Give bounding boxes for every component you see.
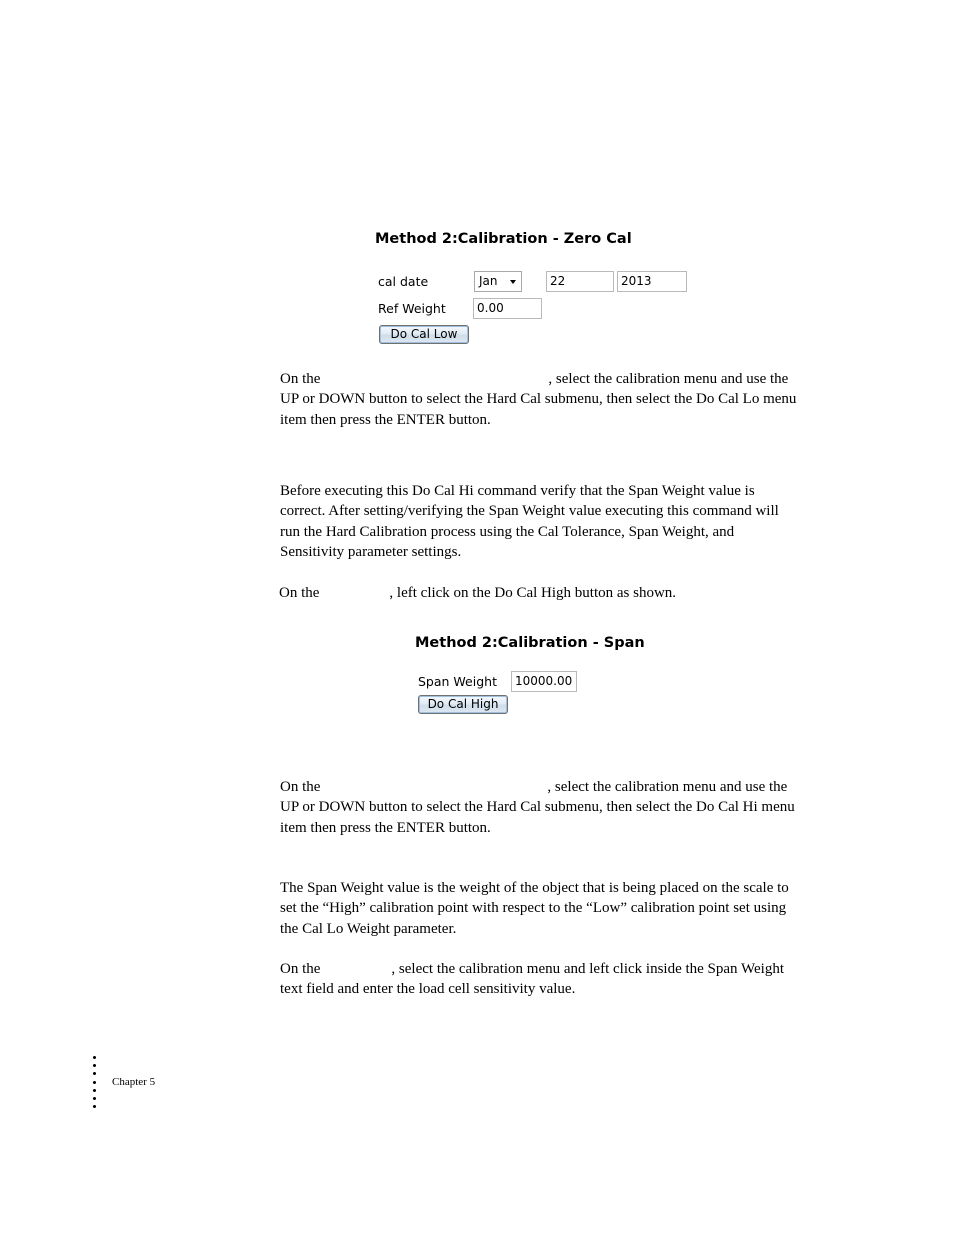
para1-line1: , select the calibration menu and use the xyxy=(548,371,789,387)
ref-weight-input[interactable]: 0.00 xyxy=(473,298,542,319)
para3-rest: , left click on the Do Cal High button as shown. xyxy=(389,585,677,601)
ref-weight-label: Ref Weight xyxy=(378,301,446,316)
para2-line3: run the Hard Calibration process using the Cal Tolerance, Span Weight, and xyxy=(280,523,735,540)
paragraph-left-click-do-cal-high xyxy=(279,583,819,603)
para6-lead: On the xyxy=(280,961,321,977)
cal-day-input[interactable]: 22 xyxy=(546,271,614,292)
para2-line2: correct. After setting/verifying the Span Weight value executing this command will xyxy=(280,503,779,520)
para4-line1: , select the calibration menu and use the xyxy=(547,779,788,795)
span-panel-title: Method 2:Calibration - Span xyxy=(415,635,645,651)
para2-line1: Before executing this Do Cal Hi command verify that the Span Weight value is xyxy=(280,483,755,499)
span-weight-input[interactable]: 10000.00 xyxy=(511,671,577,692)
cal-date-label: cal date xyxy=(378,274,429,289)
bullet-dot-icon xyxy=(93,1089,96,1092)
bullet-dot-icon xyxy=(93,1064,96,1067)
para5-line3: the Cal Lo Weight parameter. xyxy=(280,920,457,937)
para1-line3: item then press the ENTER button. xyxy=(280,411,491,428)
cal-month-select[interactable] xyxy=(474,271,522,292)
bullet-dot-icon xyxy=(93,1056,96,1059)
para2-line4: Sensitivity parameter settings. xyxy=(280,543,462,560)
para6-line2: text field and enter the load cell sensitivity value. xyxy=(280,981,576,998)
para5-line1: The Span Weight value is the weight of the object that is being placed on the scale to xyxy=(280,880,789,896)
zero-cal-title: Method 2:Calibration - Zero Cal xyxy=(375,231,632,247)
para1-line2: UP or DOWN button to select the Hard Cal submenu, then select the Do Cal Lo menu xyxy=(280,391,797,408)
para3-lead: On the xyxy=(279,585,320,601)
cal-year-input[interactable]: 2013 xyxy=(617,271,687,292)
cal-month-value: Jan xyxy=(479,274,498,288)
para4-line2: UP or DOWN button to select the Hard Cal submenu, then select the Do Cal Hi menu xyxy=(280,799,795,816)
do-cal-low-button[interactable]: Do Cal Low xyxy=(379,325,469,344)
para6-line1: , select the calibration menu and left click inside the Span Weight xyxy=(391,961,784,977)
span-weight-label: Span Weight xyxy=(418,674,497,689)
paragraph-do-cal-hi-warning xyxy=(280,481,820,562)
footer-dot-column xyxy=(93,1056,97,1110)
para4-lead: On the xyxy=(280,779,321,795)
bullet-dot-icon xyxy=(93,1081,96,1084)
paragraph-do-cal-lo xyxy=(280,369,820,430)
bullet-dot-icon xyxy=(93,1097,96,1100)
para5-line2: set the “High” calibration point with respect to the “Low” calibration point set using xyxy=(280,900,787,917)
para1-lead: On the xyxy=(280,371,321,387)
para4-line3: item then press the ENTER button. xyxy=(280,819,491,836)
paragraph-span-weight-entry xyxy=(280,959,820,1000)
chevron-down-icon xyxy=(510,280,516,284)
bullet-dot-icon xyxy=(93,1072,96,1075)
paragraph-span-weight-description xyxy=(280,878,825,939)
footer-chapter-label: Chapter 5 xyxy=(112,1076,156,1088)
paragraph-do-cal-hi-menu xyxy=(280,777,820,838)
do-cal-high-button[interactable]: Do Cal High xyxy=(418,695,508,714)
bullet-dot-icon xyxy=(93,1105,96,1108)
